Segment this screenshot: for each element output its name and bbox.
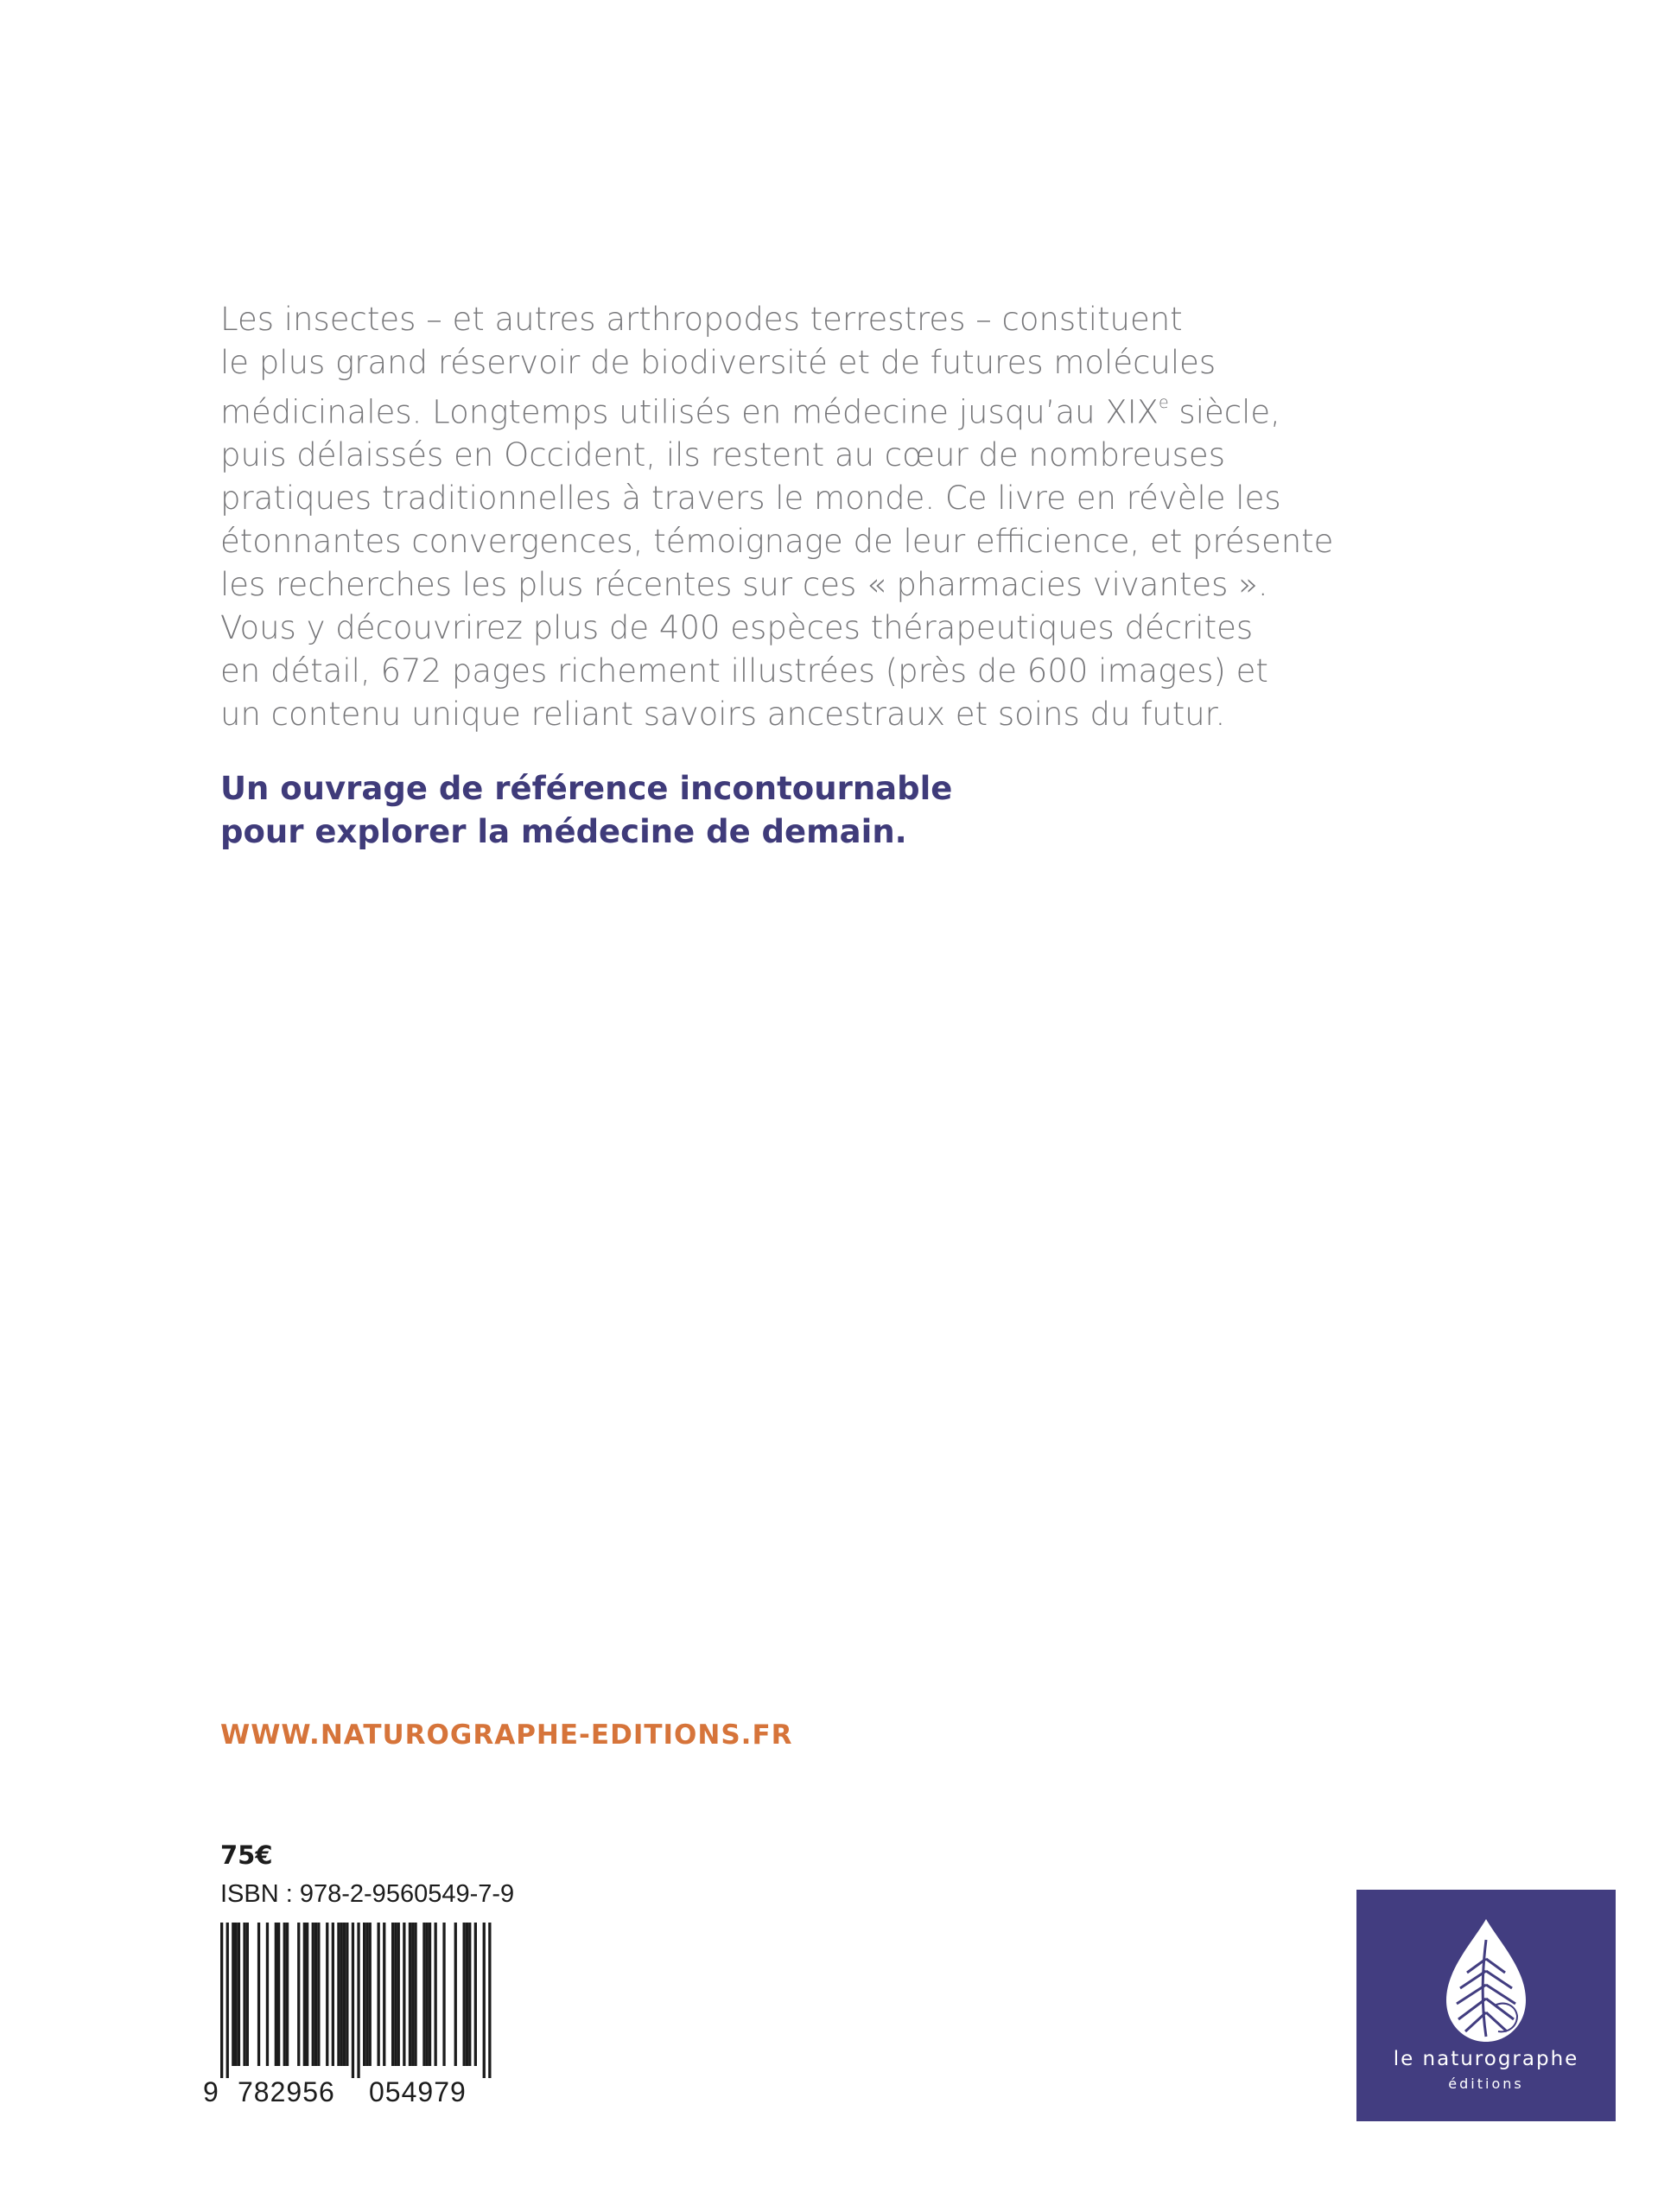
barcode-bar <box>352 1923 354 2078</box>
barcode-bar <box>357 1923 359 2078</box>
barcode-left-group: 782956 <box>238 2076 335 2107</box>
barcode-bar <box>468 1923 471 2066</box>
blurb-line: pratiques traditionnelles à travers le monde. Ce livre en révèle les <box>220 480 1281 518</box>
barcode-bar <box>275 1923 277 2066</box>
website-link[interactable]: WWW.NATUROGRAPHE-EDITIONS.FR <box>220 1719 793 1751</box>
barcode-bar <box>378 1923 380 2066</box>
barcode-bar <box>383 1923 385 2066</box>
barcode-bar <box>346 1923 348 2066</box>
barcode-bar <box>243 1923 245 2066</box>
barcode-bar <box>483 1923 486 2078</box>
barcode-bar <box>283 1923 286 2066</box>
barcode-bar <box>403 1923 405 2066</box>
barcode-bar <box>220 1923 223 2078</box>
barcode-bars <box>203 1923 514 2078</box>
barcode-bar <box>277 1923 280 2066</box>
blurb-line-end: siècle, <box>1168 393 1280 431</box>
blurb-line: en détail, 672 pages richement illustrées (près de 600 images) et <box>220 652 1268 690</box>
blurb-line: puis délaissés en Occident, ils restent au cœur de nombreuses <box>220 436 1225 474</box>
leaf-drop-icon <box>1434 1916 1538 2045</box>
barcode-bar <box>454 1923 457 2066</box>
barcode-bar <box>442 1923 445 2066</box>
barcode-bar <box>226 1923 229 2078</box>
blurb-line: étonnantes convergences, témoignage de leur efficience, et présente <box>220 523 1334 561</box>
barcode <box>203 1923 514 2113</box>
blurb-line: un contenu unique reliant savoirs ancestraux et soins du futur. <box>220 696 1226 734</box>
tagline-line: pour explorer la médecine de demain. <box>220 813 907 850</box>
barcode-bar <box>365 1923 368 2066</box>
century-superscript: e <box>1158 393 1169 412</box>
publisher-name: le naturographe <box>1393 2048 1579 2070</box>
barcode-bar <box>394 1923 397 2066</box>
blurb-line: le plus grand réservoir de biodiversité et de futures molécules <box>220 344 1216 381</box>
barcode-bar <box>238 1923 240 2066</box>
tagline-line: Un ouvrage de référence incontournable <box>220 770 953 807</box>
barcode-bar <box>466 1923 468 2066</box>
barcode-bar <box>391 1923 394 2066</box>
barcode-bar <box>246 1923 249 2066</box>
barcode-bar <box>429 1923 431 2066</box>
blurb-line: Les insectes – et autres arthropodes terrestres – constituent <box>220 301 1183 338</box>
barcode-bar <box>235 1923 238 2066</box>
blurb-line: les recherches les plus récentes sur ces « pharmacies vivantes ». <box>220 566 1268 604</box>
barcode-bar <box>332 1923 334 2066</box>
blurb-line <box>220 385 1369 434</box>
barcode-lead-digit: 9 <box>203 2076 219 2107</box>
isbn-label: ISBN : 978-2-9560549-7-9 <box>220 1880 515 1908</box>
barcode-bar <box>488 1923 491 2078</box>
barcode-bar <box>463 1923 466 2066</box>
barcode-bar <box>435 1923 437 2066</box>
publisher-sub: éditions <box>1448 2075 1524 2092</box>
barcode-bar <box>414 1923 416 2066</box>
barcode-bar <box>306 1923 308 2066</box>
price-label: 75€ <box>220 1840 273 1870</box>
barcode-bar <box>317 1923 320 2066</box>
barcode-bar <box>303 1923 306 2066</box>
barcode-bar <box>314 1923 317 2066</box>
barcode-bar <box>340 1923 343 2066</box>
barcode-bar <box>369 1923 372 2066</box>
barcode-bar <box>411 1923 414 2066</box>
barcode-right-group: 054979 <box>369 2076 467 2107</box>
publisher-logo <box>1356 1890 1616 2121</box>
barcode-bar <box>337 1923 340 2066</box>
barcode-bar <box>312 1923 314 2066</box>
tagline <box>220 767 952 854</box>
barcode-bar <box>397 1923 400 2066</box>
barcode-bar <box>422 1923 425 2066</box>
barcode-bar <box>426 1923 429 2066</box>
barcode-bar <box>232 1923 234 2066</box>
barcode-bar <box>257 1923 260 2066</box>
blurb-line-start: médicinales. Longtemps utilisés en médecine jusqu’au XIX <box>220 393 1159 431</box>
barcode-bar <box>409 1923 411 2066</box>
barcode-bar <box>266 1923 269 2066</box>
barcode-bar <box>343 1923 346 2066</box>
barcode-bar <box>297 1923 300 2066</box>
barcode-bar <box>474 1923 477 2066</box>
barcode-bar <box>326 1923 328 2066</box>
blurb-line: Vous y découvrirez plus de 400 espèces thérapeutiques décrites <box>220 609 1254 647</box>
blurb-text <box>220 298 1369 736</box>
barcode-bar <box>363 1923 365 2066</box>
barcode-bar <box>286 1923 289 2066</box>
